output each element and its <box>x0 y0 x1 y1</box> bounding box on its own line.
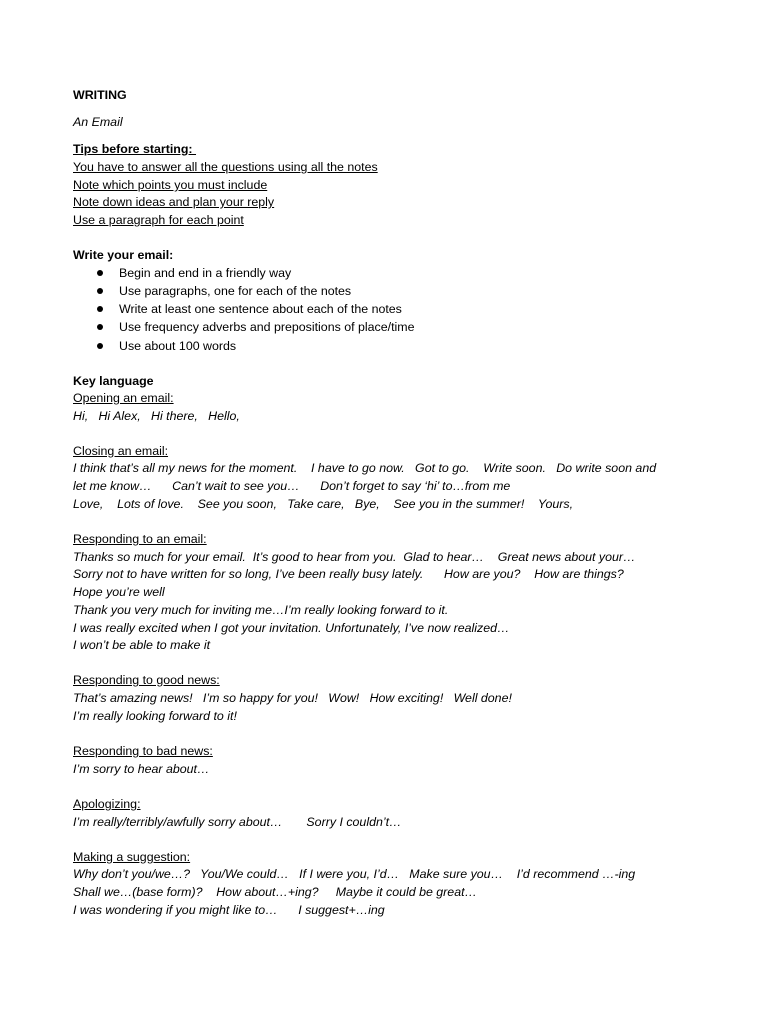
tip-item: Use a paragraph for each point <box>73 213 244 227</box>
phrase-line: Love, Lots of love. See you soon, Take care, Bye, See you in the summer! Yours, <box>73 497 574 511</box>
phrase-line: Thank you very much for inviting me…I’m really looking forward to it. <box>73 603 449 617</box>
good-news-heading: Responding to good news: <box>73 673 220 687</box>
phrase-line: Shall we…(base form)? How about…+ing? Maybe it could be great… <box>73 885 477 899</box>
bullet-icon <box>97 343 103 349</box>
phrase-line: Why don’t you/we…? You/We could… If I were you, I’d… Make sure you… I’d recommend …-ing <box>73 867 636 881</box>
suggestion-heading: Making a suggestion: <box>73 850 191 864</box>
phrase-line: I was wondering if you might like to… I suggest+…ing <box>73 903 385 917</box>
bullet-icon <box>97 270 103 276</box>
bullet-icon <box>97 306 103 312</box>
responding-heading: Responding to an email: <box>73 532 207 546</box>
phrase-line: I was really excited when I got your invitation. Unfortunately, I’ve now realized… <box>73 621 510 635</box>
phrase-line: I’m really/terribly/awfully sorry about… Sorry I couldn’t… <box>73 815 402 829</box>
bullet-item: Begin and end in a friendly way <box>119 266 292 280</box>
phrase-line: Hope you’re well <box>73 585 165 599</box>
write-heading: Write your email: <box>73 248 174 262</box>
bad-news-heading: Responding to bad news: <box>73 744 213 758</box>
bullet-icon <box>97 288 103 294</box>
key-language-heading: Key language <box>73 374 154 388</box>
phrase-line: I’m sorry to hear about… <box>73 762 210 776</box>
tip-item: You have to answer all the questions using all the notes <box>73 160 378 174</box>
phrase-line: I think that’s all my news for the moment. I have to go now. Got to go. Write soon. Do write soon and <box>73 461 657 475</box>
tip-item: Note which points you must include <box>73 178 268 192</box>
bullet-item: Use about 100 words <box>119 339 237 353</box>
apologizing-heading: Apologizing: <box>73 797 141 811</box>
closing-heading: Closing an email: <box>73 444 169 458</box>
bullet-icon <box>97 324 103 330</box>
phrase-line: let me know… Can’t wait to see you… Don’t forget to say ‘hi’ to…from me <box>73 479 511 493</box>
bullet-item: Use paragraphs, one for each of the notes <box>119 284 352 298</box>
phrase-line: Sorry not to have written for so long, I’ve been really busy lately. How are you? How are things? <box>73 567 624 581</box>
phrase-line: I won’t be able to make it <box>73 638 211 652</box>
tip-item: Note down ideas and plan your reply <box>73 195 275 209</box>
bullet-item: Use frequency adverbs and prepositions of place/time <box>119 320 415 334</box>
phrase-line: Thanks so much for your email. It’s good to hear from you. Glad to hear… Great news about your… <box>73 550 636 564</box>
bullet-item: Write at least one sentence about each of the notes <box>119 302 402 316</box>
phrase-line: Hi, Hi Alex, Hi there, Hello, <box>73 409 240 423</box>
opening-heading: Opening an email: <box>73 391 174 405</box>
tips-heading: Tips before starting: <box>73 142 197 156</box>
phrase-line: I’m really looking forward to it! <box>73 709 237 723</box>
phrase-line: That’s amazing news! I’m so happy for you! Wow! How exciting! Well done! <box>73 691 512 705</box>
page-subtitle: An Email <box>73 115 123 129</box>
page-title: WRITING <box>73 88 127 102</box>
